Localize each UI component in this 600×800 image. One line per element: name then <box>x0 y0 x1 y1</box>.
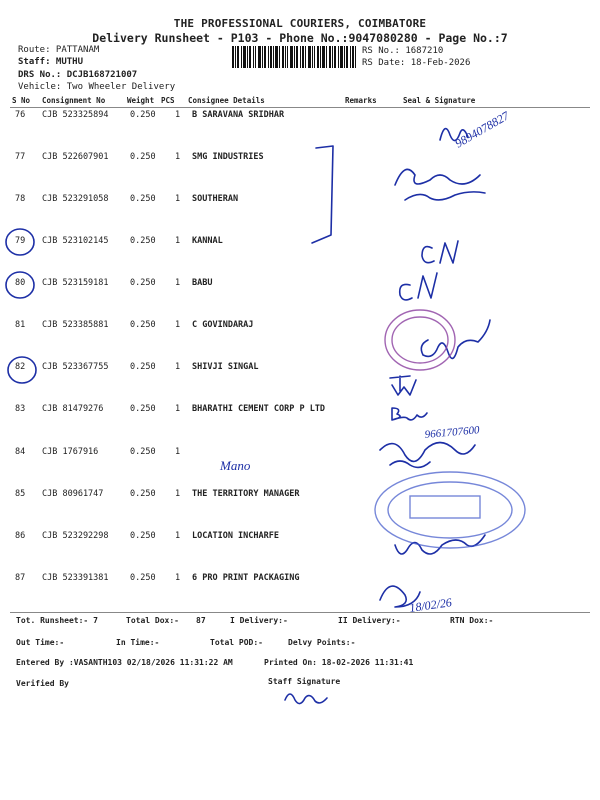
col-seal-signature: Seal & Signature <box>403 96 476 105</box>
total-dox-value: 87 <box>196 616 206 625</box>
table-row <box>0 194 600 236</box>
total-pod: Total POD:- <box>210 638 263 647</box>
handwritten-date-row87: 18/02/26 <box>408 595 453 615</box>
row-consignment: CJB 523102145 <box>42 236 109 246</box>
row-weight: 0.250 <box>130 362 156 372</box>
staff-label: Staff: MUTHU <box>18 57 84 67</box>
col-weight: Weight <box>127 96 155 105</box>
handwritten-phone-row76: 9894078827 <box>452 108 512 151</box>
row-consignment: CJB 522607901 <box>42 152 109 162</box>
row-sno: 86 <box>15 531 26 541</box>
row-sno: 82 <box>15 362 26 372</box>
row-consignee: BHARATHI CEMENT CORP P LTD <box>192 404 326 414</box>
col-pcs: PCS <box>161 96 175 105</box>
barcode <box>232 46 356 68</box>
out-time: Out Time:- <box>16 638 65 647</box>
row-consignment: CJB 523325894 <box>42 110 109 120</box>
row-weight: 0.250 <box>130 236 156 246</box>
table-row <box>0 152 600 194</box>
row-consignee: B SARAVANA SRIDHAR <box>192 110 285 120</box>
row-consignee: SOUTHERAN <box>192 194 239 204</box>
rtn-dox: RTN Dox:- <box>450 616 494 625</box>
vehicle-label: Vehicle: Two Wheeler Delivery <box>18 82 176 92</box>
row-weight: 0.250 <box>130 194 156 204</box>
row-consignment: CJB 523292298 <box>42 531 109 541</box>
row-pcs: 1 <box>175 110 181 120</box>
row-sno: 76 <box>15 110 26 120</box>
staff-signature-label: Staff Signature <box>268 677 341 686</box>
row-weight: 0.250 <box>130 152 156 162</box>
rs-number: RS No.: 1687210 <box>362 46 444 56</box>
col-consignment: Consignment No <box>42 96 106 105</box>
row-sno: 85 <box>15 489 26 499</box>
row-consignee: BABU <box>192 278 213 288</box>
runsheet-title: Delivery Runsheet - P103 - Phone No.:9047080280 - Page No.:7 <box>92 31 508 45</box>
entered-by: Entered By :VASANTH103 02/18/2026 11:31:22 AM <box>16 658 233 667</box>
handwritten-phone-row83: 9661707600 <box>424 424 481 441</box>
row-pcs: 1 <box>175 447 181 457</box>
row-consignment: CJB 523291058 <box>42 194 109 204</box>
row-sno: 80 <box>15 278 26 288</box>
route-label: Route: PATTANAM <box>18 45 100 55</box>
row-pcs: 1 <box>175 278 181 288</box>
row-weight: 0.250 <box>130 278 156 288</box>
col-remarks: Remarks <box>345 96 377 105</box>
row-weight: 0.250 <box>130 573 156 583</box>
row-weight: 0.250 <box>130 531 156 541</box>
total-runsheet: Tot. Runsheet:- 7 <box>16 616 98 625</box>
row-pcs: 1 <box>175 531 181 541</box>
row-pcs: 1 <box>175 152 181 162</box>
row-consignee: KANNAL <box>192 236 223 246</box>
row-consignment: CJB 81479276 <box>42 404 104 414</box>
table-row <box>0 531 600 573</box>
row-weight: 0.250 <box>130 320 156 330</box>
row-consignment: CJB 1767916 <box>42 447 99 457</box>
row-weight: 0.250 <box>130 404 156 414</box>
table-row <box>0 236 600 278</box>
row-consignment: CJB 523391381 <box>42 573 109 583</box>
row-pcs: 1 <box>175 404 181 414</box>
row-weight: 0.250 <box>130 447 156 457</box>
table-row <box>0 404 600 446</box>
row-consignment: CJB 523367755 <box>42 362 109 372</box>
table-row <box>0 573 600 615</box>
row-sno: 78 <box>15 194 26 204</box>
row-sno: 84 <box>15 447 26 457</box>
row-consignee: SHIVJI SINGAL <box>192 362 259 372</box>
company-title: THE PROFESSIONAL COURIERS, COIMBATORE <box>173 17 427 30</box>
row-consignee: THE TERRITORY MANAGER <box>192 489 300 499</box>
header-divider <box>10 107 590 108</box>
row-consignment: CJB 523159181 <box>42 278 109 288</box>
row-pcs: 1 <box>175 194 181 204</box>
printed-on: Printed On: 18-02-2026 11:31:41 <box>264 658 414 667</box>
staff-signature-ink <box>285 694 327 704</box>
col-sno: S No <box>12 96 31 105</box>
verified-by: Verified By <box>16 679 69 688</box>
row-consignee: LOCATION INCHARFE <box>192 531 279 541</box>
drs-number: DRS No.: DCJB168721007 <box>18 70 138 80</box>
row-pcs: 1 <box>175 573 181 583</box>
table-row <box>0 362 600 404</box>
col-consignee: Consignee Details <box>188 96 265 105</box>
row-sno: 79 <box>15 236 26 246</box>
footer-divider <box>10 612 590 613</box>
rs-date: RS Date: 18-Feb-2026 <box>362 58 471 68</box>
handwritten-name-row84: Mano <box>220 458 251 473</box>
row-pcs: 1 <box>175 489 181 499</box>
row-weight: 0.250 <box>130 110 156 120</box>
row-consignee: C GOVINDARAJ <box>192 320 254 330</box>
row-pcs: 1 <box>175 362 181 372</box>
total-dox-label: Total Dox:- <box>126 616 179 625</box>
row-consignee: 6 PRO PRINT PACKAGING <box>192 573 300 583</box>
table-row <box>0 447 600 489</box>
i-delivery: I Delivery:- <box>230 616 288 625</box>
row-consignee: SMG INDUSTRIES <box>192 152 264 162</box>
in-time: In Time:- <box>116 638 160 647</box>
row-pcs: 1 <box>175 320 181 330</box>
table-row <box>0 110 600 152</box>
table-row <box>0 489 600 531</box>
ii-delivery: II Delivery:- <box>338 616 401 625</box>
table-row <box>0 320 600 362</box>
row-pcs: 1 <box>175 236 181 246</box>
row-sno: 77 <box>15 152 26 162</box>
table-row <box>0 278 600 320</box>
row-consignment: CJB 80961747 <box>42 489 104 499</box>
row-weight: 0.250 <box>130 489 156 499</box>
row-sno: 81 <box>15 320 26 330</box>
delivery-points: Delvy Points:- <box>288 638 356 647</box>
row-sno: 87 <box>15 573 26 583</box>
row-consignment: CJB 523385881 <box>42 320 109 330</box>
row-sno: 83 <box>15 404 26 414</box>
